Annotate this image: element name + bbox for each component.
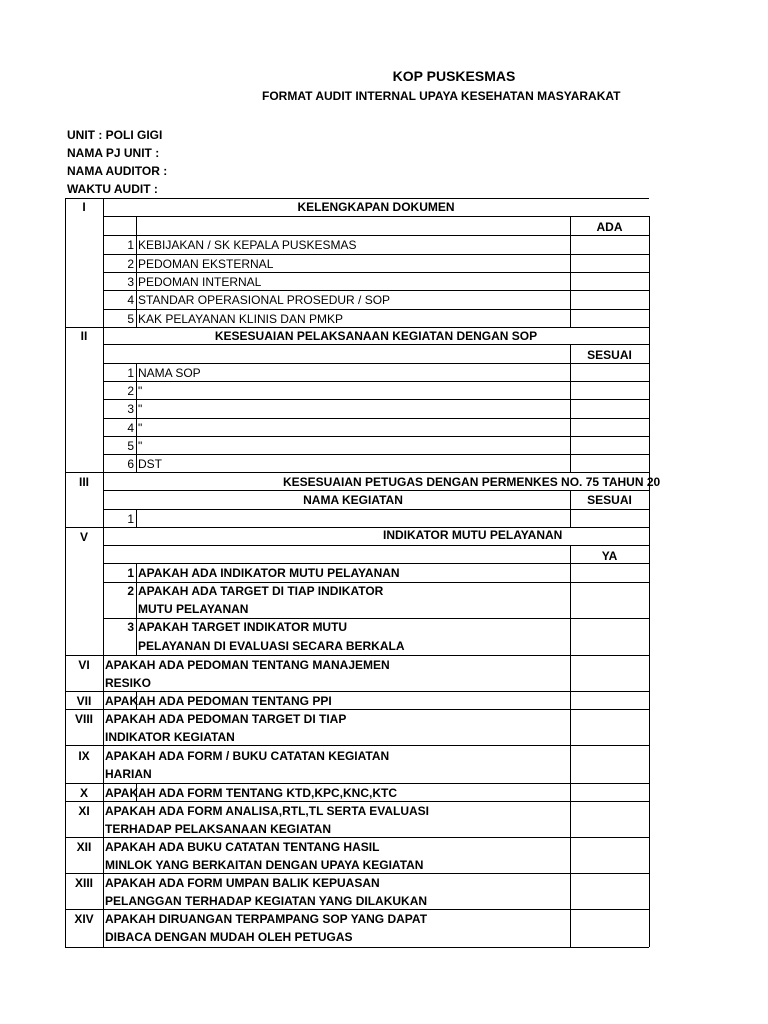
question-text-continued: RESIKO — [105, 676, 152, 690]
question-text-continued: INDIKATOR KEGIATAN — [105, 730, 235, 744]
row-number: 6 — [127, 457, 134, 471]
row-number: 1 — [127, 566, 134, 580]
row-label: APAKAH ADA TARGET DI TIAP INDIKATOR — [138, 584, 384, 598]
pj-unit-label: NAMA PJ UNIT : — [67, 146, 160, 160]
row-number: 4 — [127, 293, 134, 307]
question-text: APAKAH ADA FORM UMPAN BALIK KEPUASAN — [105, 876, 380, 890]
question-text-continued: PELANGGAN TERHADAP KEGIATAN YANG DILAKUKAN — [105, 894, 428, 908]
auditor-label: NAMA AUDITOR : — [67, 164, 168, 178]
section-number: V — [79, 530, 88, 544]
row-number: 3 — [127, 620, 134, 634]
column-header-sesuai: SESUAI — [587, 493, 632, 507]
question-text: APAKAH ADA PEDOMAN TARGET DI TIAP — [105, 712, 347, 726]
row-number: 2 — [127, 257, 134, 271]
section-number: III — [78, 475, 89, 489]
row-label: KAK PELAYANAN KLINIS DAN PMKP — [138, 312, 343, 326]
column-header-ya: YA — [601, 549, 618, 563]
question-text: APAKAH ADA FORM / BUKU CATATAN KEGIATAN — [105, 749, 390, 763]
doc-title: KOP PUSKESMAS — [392, 68, 516, 84]
row-label: APAKAH TARGET INDIKATOR MUTU — [138, 620, 348, 634]
row-label: " — [138, 439, 143, 453]
section-number: VI — [78, 658, 90, 672]
section-number: II — [80, 329, 88, 343]
row-label: APAKAH ADA INDIKATOR MUTU PELAYANAN — [138, 566, 400, 580]
column-header-ada: ADA — [596, 220, 623, 234]
row-number: 2 — [127, 384, 134, 398]
section-number: VII — [76, 694, 92, 708]
section-title: KELENGKAPAN DOKUMEN — [297, 200, 455, 214]
row-number: 1 — [127, 366, 134, 380]
question-text-continued: HARIAN — [105, 767, 152, 781]
unit-label: UNIT : POLI GIGI — [67, 128, 163, 142]
row-label-continued: PELAYANAN DI EVALUASI SECARA BERKALA — [138, 639, 405, 653]
section-title: KESESUAIAN PELAKSANAAN KEGIATAN DENGAN SOP — [214, 329, 538, 343]
row-label: PEDOMAN INTERNAL — [138, 275, 262, 289]
row-number: 5 — [127, 439, 134, 453]
waktu-audit-label: WAKTU AUDIT : — [67, 182, 158, 196]
section-title: KESESUAIAN PETUGAS DENGAN PERMENKES NO. 75 TAHUN 20 — [283, 475, 661, 489]
row-label: STANDAR OPERASIONAL PROSEDUR / SOP — [138, 293, 391, 307]
row-number: 3 — [127, 275, 134, 289]
section-number: XI — [78, 804, 90, 818]
question-text: APAKAH ADA PEDOMAN TENTANG PPI — [105, 694, 332, 708]
doc-subtitle: FORMAT AUDIT INTERNAL UPAYA KESEHATAN MASYARAKAT — [262, 89, 621, 103]
section-number: XIII — [74, 876, 93, 890]
row-number: 2 — [127, 584, 134, 598]
question-text-continued: DIBACA DENGAN MUDAH OLEH PETUGAS — [105, 930, 353, 944]
column-header-sesuai: SESUAI — [587, 348, 632, 362]
row-label: NAMA SOP — [138, 366, 201, 380]
row-number: 5 — [127, 312, 134, 326]
question-text: APAKAH ADA FORM ANALISA,RTL,TL SERTA EVALUASI — [105, 804, 429, 818]
row-label: PEDOMAN EKSTERNAL — [138, 257, 274, 271]
row-label: " — [138, 421, 143, 435]
section-number: XIV — [74, 912, 94, 926]
row-label-continued: MUTU PELAYANAN — [138, 602, 249, 616]
row-label: DST — [138, 457, 162, 471]
column-header-nama-kegiatan: NAMA KEGIATAN — [303, 493, 403, 507]
row-number: 3 — [127, 402, 134, 416]
question-text-continued: MINLOK YANG BERKAITAN DENGAN UPAYA KEGIATAN — [105, 858, 424, 872]
section-number: VIII — [74, 712, 93, 726]
section-number: I — [82, 200, 86, 214]
section-number: X — [79, 786, 88, 800]
row-number: 1 — [127, 238, 134, 252]
question-text-continued: TERHADAP PELAKSANAAN KEGIATAN — [105, 822, 332, 836]
row-number: 4 — [127, 421, 134, 435]
question-text: APAKAH DIRUANGAN TERPAMPANG SOP YANG DAPAT — [105, 912, 428, 926]
row-label: " — [138, 384, 143, 398]
question-text: APAKAH ADA BUKU CATATAN TENTANG HASIL — [105, 840, 380, 854]
section-number: XII — [76, 840, 92, 854]
section-title: INDIKATOR MUTU PELAYANAN — [383, 528, 563, 542]
question-text: APAKAH ADA PEDOMAN TENTANG MANAJEMEN — [105, 658, 390, 672]
row-label: KEBIJAKAN / SK KEPALA PUSKESMAS — [138, 238, 357, 252]
section-number: IX — [78, 749, 90, 763]
question-text: APAKAH ADA FORM TENTANG KTD,KPC,KNC,KTC — [105, 786, 397, 800]
row-label: " — [138, 402, 143, 416]
row-number: 1 — [127, 512, 134, 526]
